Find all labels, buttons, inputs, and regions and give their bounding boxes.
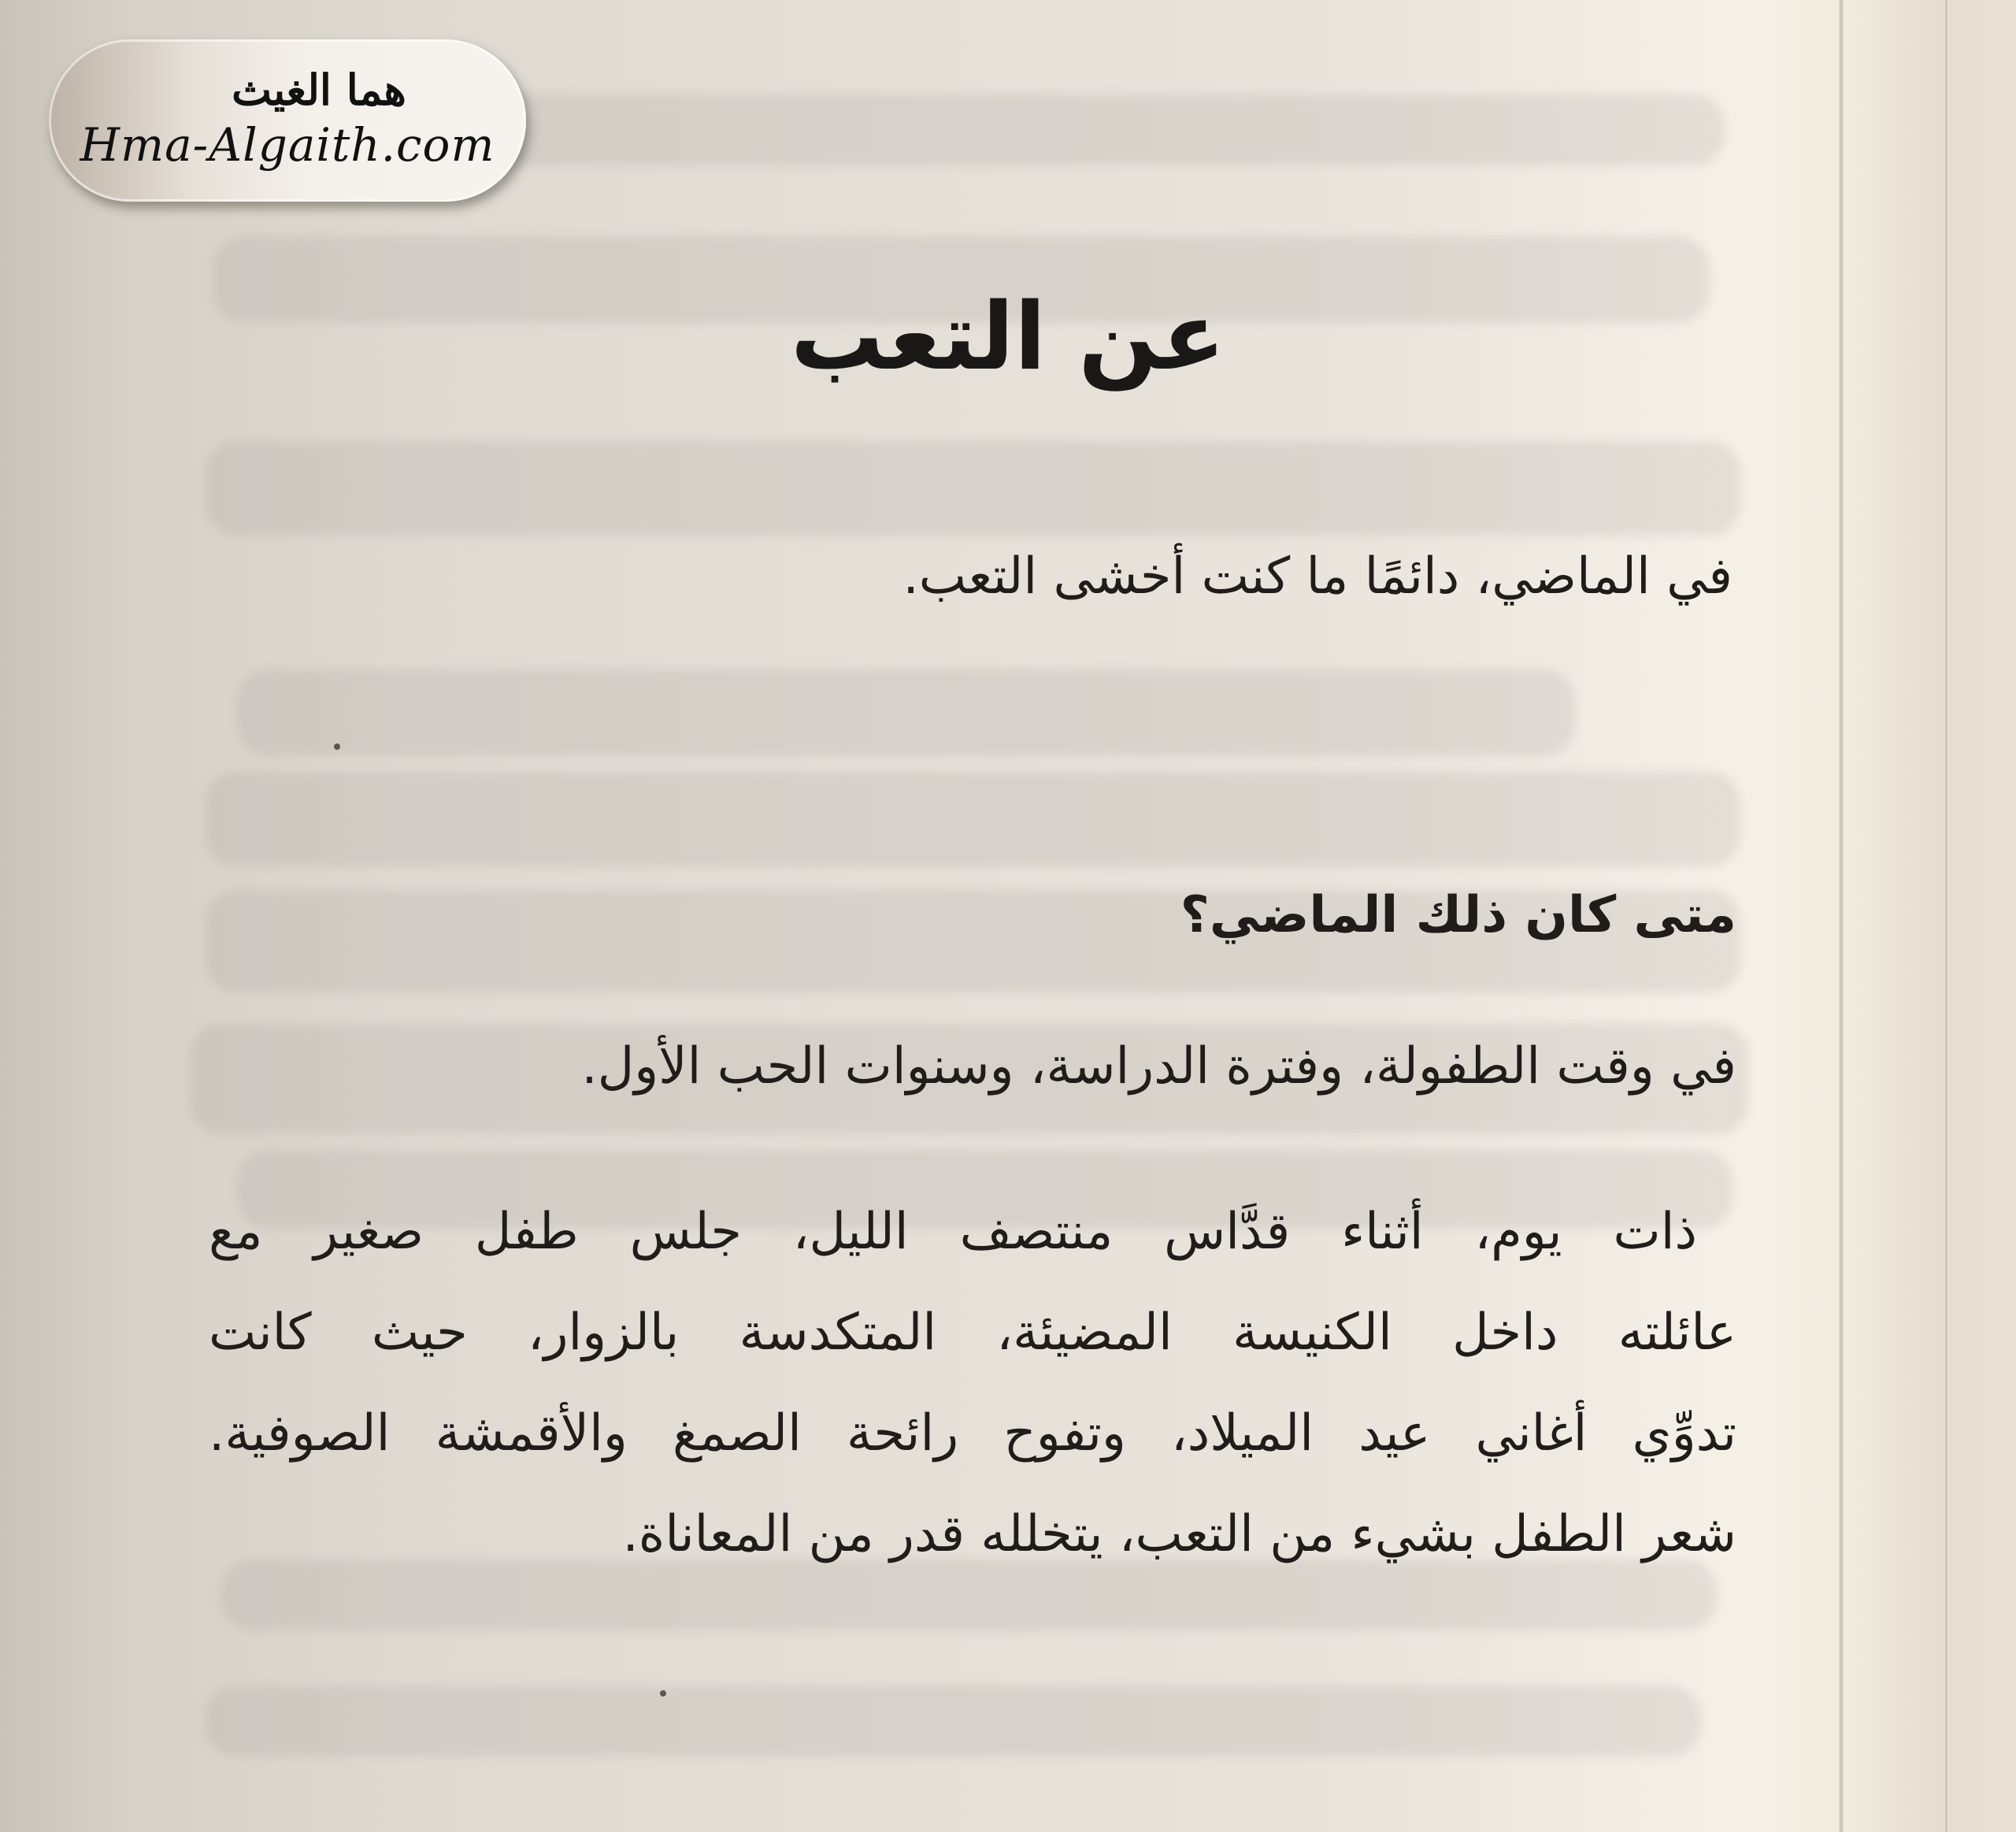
paragraph-4-line: تدوِّي أغاني عيد الميلاد، وتفوح رائحة الصمغ والأقمشة الصوفية. [209,1404,1736,1463]
paragraph-2-question: متى كان ذلك الماضي؟ [1180,886,1736,944]
paragraph-3: في وقت الطفولة، وفترة الدراسة، وسنوات الحب الأول. [581,1037,1736,1096]
page-edge-shadow [1839,0,1844,1832]
watermark-arabic-text: هما الغيث [232,65,406,115]
ink-speck [660,1690,666,1697]
show-through-ink [236,669,1575,756]
paragraph-4-line: ذات يوم، أثناء قدَّاس منتصف الليل، جلس طفل صغير مع [209,1203,1697,1261]
paragraph-1: في الماضي، دائمًا ما كنت أخشى التعب. [902,547,1732,606]
watermark-latin-text: Hma-Algaith.com [80,118,495,172]
show-through-ink [205,441,1740,536]
paragraph-4-line: شعر الطفل بشيء من التعب، يتخلله قدر من المعاناة. [622,1505,1736,1563]
watermark-badge [49,39,526,202]
page-fore-edge [1756,0,2016,1832]
show-through-ink [205,772,1740,866]
ink-speck [334,744,340,750]
paragraph-4-line: عائلته داخل الكنيسة المضيئة، المتكدسة بالزوار، حيث كانت [209,1304,1736,1362]
page-edge-shadow [1945,0,1947,1832]
show-through-ink [205,1686,1701,1756]
paragraph-4 [209,1181,1736,1585]
chapter-title: عن التعب [790,282,1226,391]
